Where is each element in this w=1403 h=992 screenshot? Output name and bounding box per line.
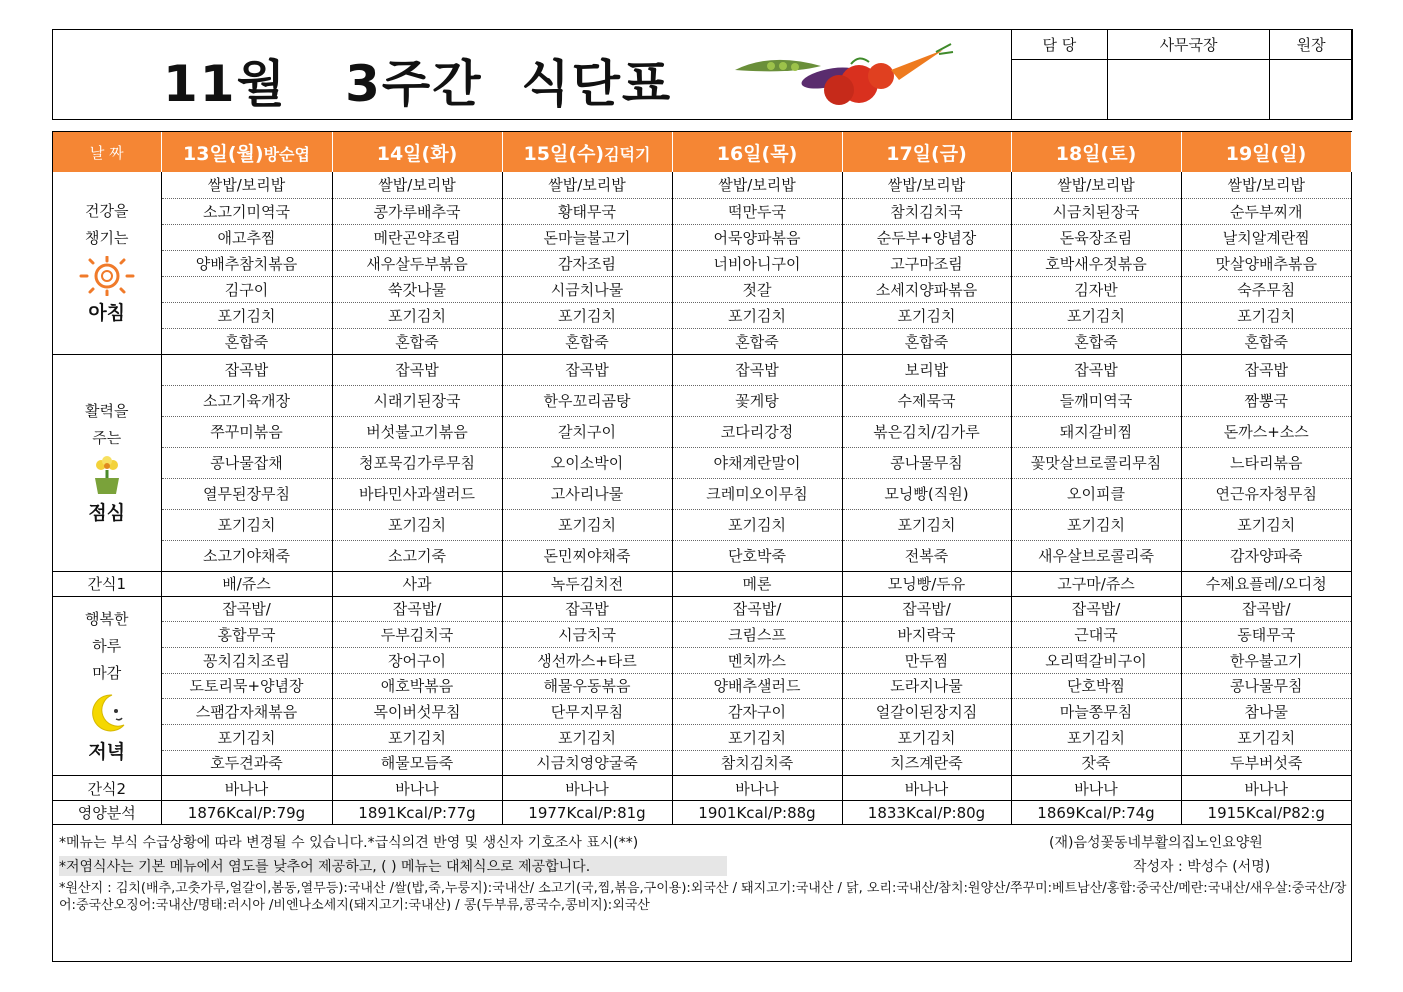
breakfast-row <box>53 302 1351 328</box>
menu-item: 느타리볶음 <box>1181 447 1351 478</box>
menu-item: 바타민사과샐러드 <box>332 478 502 509</box>
note-low-salt: *저염식사는 기본 메뉴에서 염도를 낮추어 제공하고, ( ) 메뉴는 대체식으로 제공합니다. <box>59 856 727 876</box>
nutrition-row <box>53 801 1351 825</box>
menu-box <box>52 131 1352 962</box>
meal-caption: 행복한 <box>85 609 129 628</box>
menu-item: 잡곡밥/ <box>1011 596 1181 622</box>
menu-item: 양배추참치볶음 <box>161 250 332 276</box>
menu-item: 도토리묵+양념장 <box>161 673 332 699</box>
organization-name: (재)음성꽃동네부활의집노인요양원 <box>1049 835 1263 851</box>
menu-item: 혼합죽 <box>161 328 332 354</box>
approval-label-head: 원장 <box>1270 30 1353 60</box>
menu-item: 치즈계란죽 <box>842 750 1011 776</box>
snack1-item: 녹두김치전 <box>502 571 672 596</box>
menu-item: 마늘쫑무침 <box>1011 699 1181 725</box>
menu-item: 청포묵김가루무침 <box>332 447 502 478</box>
menu-item: 쌀밥/보리밥 <box>1181 172 1351 198</box>
menu-item: 순두부+양념장 <box>842 224 1011 250</box>
day-label: 18일(토) <box>1055 142 1137 165</box>
menu-item: 갈치구이 <box>502 416 672 447</box>
snack1-item: 고구마/쥬스 <box>1011 571 1181 596</box>
dinner-row <box>53 699 1351 725</box>
menu-item: 호박새우젓볶음 <box>1011 250 1181 276</box>
dinner-row <box>53 673 1351 699</box>
menu-item: 쌀밥/보리밥 <box>502 172 672 198</box>
menu-item: 꽃맛살브로콜리무침 <box>1011 447 1181 478</box>
day-label: 15일(수) <box>523 142 605 165</box>
menu-item: 포기김치 <box>332 724 502 750</box>
menu-item: 단호박죽 <box>672 540 842 571</box>
vegetables-illustration <box>731 40 955 110</box>
menu-item: 오이소박이 <box>502 447 672 478</box>
dinner-row <box>53 724 1351 750</box>
menu-item: 포기김치 <box>1011 302 1181 328</box>
snack1-item: 모닝빵/두유 <box>842 571 1011 596</box>
menu-item: 전복죽 <box>842 540 1011 571</box>
menu-item: 잡곡밥/ <box>1181 596 1351 622</box>
snack1-item: 수제요플레/오디청 <box>1181 571 1351 596</box>
menu-item: 짬뽕국 <box>1181 385 1351 416</box>
menu-item: 포기김치 <box>1011 509 1181 540</box>
menu-item: 포기김치 <box>672 302 842 328</box>
menu-item: 포기김치 <box>502 724 672 750</box>
menu-item: 잡곡밥/ <box>161 596 332 622</box>
snack2-item: 바나나 <box>332 776 502 801</box>
menu-item: 홍합무국 <box>161 622 332 648</box>
snack2-item: 바나나 <box>1181 776 1351 801</box>
menu-item: 잡곡밥 <box>502 354 672 385</box>
dinner-row <box>53 750 1351 776</box>
meal-caption: 활력을 <box>85 402 129 420</box>
menu-item: 단호박찜 <box>1011 673 1181 699</box>
day-header <box>1181 132 1351 172</box>
menu-item: 버섯불고기볶음 <box>332 416 502 447</box>
menu-item: 콩나물잡채 <box>161 447 332 478</box>
menu-item: 순두부찌개 <box>1181 198 1351 224</box>
menu-item: 고구마조림 <box>842 250 1011 276</box>
page-title: 11월 3주간 식단표 <box>163 55 673 113</box>
menu-item: 야채계란말이 <box>672 447 842 478</box>
menu-item: 두부김치국 <box>332 622 502 648</box>
sun-icon <box>53 256 161 296</box>
moon-icon <box>53 691 161 735</box>
menu-item: 시금치나물 <box>502 276 672 302</box>
menu-item: 혼합죽 <box>1181 328 1351 354</box>
menu-item: 동태무국 <box>1181 622 1351 648</box>
menu-item: 소고기죽 <box>332 540 502 571</box>
breakfast-row <box>53 328 1351 354</box>
menu-item: 애호박볶음 <box>332 673 502 699</box>
menu-item: 근대국 <box>1011 622 1181 648</box>
snack1-label: 간식1 <box>53 571 161 596</box>
lunch-row <box>53 540 1351 571</box>
menu-item: 소세지양파볶음 <box>842 276 1011 302</box>
menu-item: 잡곡밥 <box>502 596 672 622</box>
meal-caption: 하루 <box>92 636 122 655</box>
menu-item: 들깨미역국 <box>1011 385 1181 416</box>
nutrition-item: 1869Kcal/P:74g <box>1011 801 1181 825</box>
dinner-label-cell <box>53 596 161 776</box>
menu-item: 포기김치 <box>842 724 1011 750</box>
menu-item: 포기김치 <box>672 509 842 540</box>
meal-caption: 건강을 <box>85 202 129 221</box>
day-note: 김덕기 <box>604 144 651 164</box>
lunch-row <box>53 416 1351 447</box>
menu-item: 장어구이 <box>332 647 502 673</box>
menu-item: 젓갈 <box>672 276 842 302</box>
menu-item: 포기김치 <box>502 509 672 540</box>
menu-item: 소고기야채죽 <box>161 540 332 571</box>
dinner-row <box>53 647 1351 673</box>
menu-item: 한우불고기 <box>1181 647 1351 673</box>
menu-item: 시래기된장국 <box>332 385 502 416</box>
menu-item: 멘치까스 <box>672 647 842 673</box>
day-label: 19일(일) <box>1225 142 1307 165</box>
menu-item: 해물우동볶음 <box>502 673 672 699</box>
menu-item: 쌀밥/보리밥 <box>842 172 1011 198</box>
day-label: 17일(금) <box>886 142 967 165</box>
snack2-item: 바나나 <box>502 776 672 801</box>
menu-item: 떡만두국 <box>672 198 842 224</box>
menu-item: 만두찜 <box>842 647 1011 673</box>
meal-caption: 챙기는 <box>85 229 129 248</box>
menu-item: 오이피클 <box>1011 478 1181 509</box>
menu-item: 포기김치 <box>842 509 1011 540</box>
menu-item: 메란곤약조림 <box>332 224 502 250</box>
menu-item: 포기김치 <box>502 302 672 328</box>
menu-item: 혼합죽 <box>1011 328 1181 354</box>
menu-item: 시금치영양굴죽 <box>502 750 672 776</box>
menu-item: 포기김치 <box>161 509 332 540</box>
menu-item: 혼합죽 <box>672 328 842 354</box>
menu-item: 연근유자청무침 <box>1181 478 1351 509</box>
approval-table <box>1011 29 1353 120</box>
menu-item: 생선까스+타르 <box>502 647 672 673</box>
menu-item: 포기김치 <box>1011 724 1181 750</box>
menu-item: 보리밥 <box>842 354 1011 385</box>
menu-item: 쌀밥/보리밥 <box>672 172 842 198</box>
menu-item: 포기김치 <box>1181 302 1351 328</box>
approval-label-director: 사무국장 <box>1107 30 1270 60</box>
menu-item: 잡곡밥/ <box>672 596 842 622</box>
day-header <box>842 132 1011 172</box>
menu-item: 모닝빵(직원) <box>842 478 1011 509</box>
menu-item: 참나물 <box>1181 699 1351 725</box>
day-header <box>161 132 332 172</box>
menu-item: 돈육장조림 <box>1011 224 1181 250</box>
meal-name: 저녁 <box>88 740 126 763</box>
menu-item: 스팸감자채볶음 <box>161 699 332 725</box>
menu-item: 혼합죽 <box>842 328 1011 354</box>
snack2-item: 바나나 <box>1011 776 1181 801</box>
menu-item: 감자구이 <box>672 699 842 725</box>
menu-item: 꽃게탕 <box>672 385 842 416</box>
menu-item: 돈까스+소스 <box>1181 416 1351 447</box>
menu-item: 호두견과죽 <box>161 750 332 776</box>
menu-item: 감자조림 <box>502 250 672 276</box>
menu-item: 쭈꾸미볶음 <box>161 416 332 447</box>
menu-item: 맛살양배추볶음 <box>1181 250 1351 276</box>
approval-sign-head[interactable] <box>1270 60 1353 120</box>
menu-item: 김자반 <box>1011 276 1181 302</box>
menu-item: 잡곡밥 <box>161 354 332 385</box>
menu-item: 바지락국 <box>842 622 1011 648</box>
lunch-row <box>53 354 1351 385</box>
menu-item: 새우살두부볶음 <box>332 250 502 276</box>
menu-item: 포기김치 <box>332 302 502 328</box>
menu-item: 김구이 <box>161 276 332 302</box>
snack2-row <box>53 776 1351 801</box>
menu-item: 잡곡밥/ <box>842 596 1011 622</box>
breakfast-row <box>53 276 1351 302</box>
menu-item: 돈민찌야채죽 <box>502 540 672 571</box>
date-label: 날 짜 <box>53 132 161 172</box>
menu-item: 해물모듬죽 <box>332 750 502 776</box>
approval-label-staff: 담 당 <box>1012 30 1108 60</box>
menu-item: 콩나물무침 <box>1181 673 1351 699</box>
menu-item: 잡곡밥/ <box>332 596 502 622</box>
lunch-row <box>53 385 1351 416</box>
menu-item: 크레미오이무침 <box>672 478 842 509</box>
menu-item: 양배추샐러드 <box>672 673 842 699</box>
menu-item: 혼합죽 <box>332 328 502 354</box>
menu-item: 포기김치 <box>842 302 1011 328</box>
day-header <box>502 132 672 172</box>
menu-item: 콩가루배추국 <box>332 198 502 224</box>
approval-sign-director[interactable] <box>1107 60 1270 120</box>
snack2-item: 바나나 <box>672 776 842 801</box>
day-header <box>332 132 502 172</box>
menu-item: 애고추찜 <box>161 224 332 250</box>
snack2-item: 바나나 <box>842 776 1011 801</box>
lunch-row <box>53 509 1351 540</box>
nutrition-item: 1833Kcal/P:80g <box>842 801 1011 825</box>
menu-item: 꽁치김치조림 <box>161 647 332 673</box>
menu-item: 잡곡밥 <box>1011 354 1181 385</box>
menu-item: 쑥갓나물 <box>332 276 502 302</box>
menu-item: 단무지무침 <box>502 699 672 725</box>
snack1-row <box>53 571 1351 596</box>
menu-item: 포기김치 <box>672 724 842 750</box>
menu-item: 새우살브로콜리죽 <box>1011 540 1181 571</box>
menu-item: 숙주무침 <box>1181 276 1351 302</box>
menu-item: 크림스프 <box>672 622 842 648</box>
menu-item: 어묵양파볶음 <box>672 224 842 250</box>
meal-name: 아침 <box>88 302 126 325</box>
menu-item: 포기김치 <box>161 724 332 750</box>
meal-name: 점심 <box>88 502 126 524</box>
menu-item: 잣죽 <box>1011 750 1181 776</box>
menu-item: 포기김치 <box>161 302 332 328</box>
nutrition-item: 1915Kcal/P82:g <box>1181 801 1351 825</box>
origin-info: *원산지 : 김치(배추,고춧가루,얼갈이,봄동,열무등):국내산 /쌀(밥,죽,누룽지):국내산/ 소고기(국,찜,볶음,구이용):외국산 / 돼지고기:국내산 / 닭, 오리:국내산/참치:원양산/쭈꾸미:베트남산/홍합:중국산/메란:국내산/새우살:중국산/장어:중국산오징어:국내산/명태:러시아 /비엔나소세지(돼지고기:국내산) / 콩(두부류,콩국수,콩비지):외국산 <box>59 881 1347 913</box>
day-label: 16일(목) <box>716 142 798 165</box>
menu-item: 너비아니구이 <box>672 250 842 276</box>
dinner-row <box>53 622 1351 648</box>
menu-item: 목이버섯무침 <box>332 699 502 725</box>
nutrition-item: 1876Kcal/P:79g <box>161 801 332 825</box>
menu-item: 날치알계란찜 <box>1181 224 1351 250</box>
menu-item: 쌀밥/보리밥 <box>161 172 332 198</box>
meal-caption: 마감 <box>92 663 122 682</box>
day-note: 방순엽 <box>263 144 310 164</box>
menu-item: 포기김치 <box>1181 509 1351 540</box>
dinner-row <box>53 596 1351 622</box>
menu-item: 돼지갈비찜 <box>1011 416 1181 447</box>
nutrition-item: 1891Kcal/P:77g <box>332 801 502 825</box>
menu-item: 감자양파죽 <box>1181 540 1351 571</box>
menu-item: 포기김치 <box>1181 724 1351 750</box>
lunch-label-cell <box>53 354 161 571</box>
menu-item: 쌀밥/보리밥 <box>332 172 502 198</box>
snack2-label: 간식2 <box>53 776 161 801</box>
snack1-item: 배/쥬스 <box>161 571 332 596</box>
menu-item: 황태무국 <box>502 198 672 224</box>
breakfast-row <box>53 172 1351 198</box>
meal-caption: 주는 <box>92 429 122 447</box>
lunch-row <box>53 447 1351 478</box>
menu-item: 소고기육개장 <box>161 385 332 416</box>
menu-item: 소고기미역국 <box>161 198 332 224</box>
menu-item: 오리떡갈비구이 <box>1011 647 1181 673</box>
approval-sign-staff[interactable] <box>1012 60 1108 120</box>
day-header <box>672 132 842 172</box>
nutrition-item: 1977Kcal/P:81g <box>502 801 672 825</box>
menu-item: 참치김치죽 <box>672 750 842 776</box>
date-header-row <box>53 132 1351 172</box>
menu-item: 잡곡밥 <box>672 354 842 385</box>
menu-item: 시금치국 <box>502 622 672 648</box>
menu-item: 고사리나물 <box>502 478 672 509</box>
snack1-item: 사과 <box>332 571 502 596</box>
day-label: 14일(화) <box>376 142 458 165</box>
snack2-item: 바나나 <box>161 776 332 801</box>
menu-item: 돈마늘불고기 <box>502 224 672 250</box>
menu-table <box>53 132 1352 825</box>
author-line: 작성자 : 박성수 (서명) <box>1133 859 1271 875</box>
menu-item: 쌀밥/보리밥 <box>1011 172 1181 198</box>
menu-item: 혼합죽 <box>502 328 672 354</box>
menu-item: 참치김치국 <box>842 198 1011 224</box>
menu-item: 잡곡밥 <box>332 354 502 385</box>
menu-item: 두부버섯죽 <box>1181 750 1351 776</box>
header-box <box>52 29 1352 120</box>
snack1-item: 메론 <box>672 571 842 596</box>
nutrition-item: 1901Kcal/P:88g <box>672 801 842 825</box>
menu-item: 포기김치 <box>332 509 502 540</box>
menu-item: 시금치된장국 <box>1011 198 1181 224</box>
lunch-row <box>53 478 1351 509</box>
breakfast-row <box>53 250 1351 276</box>
menu-item: 수제묵국 <box>842 385 1011 416</box>
menu-item: 잡곡밥 <box>1181 354 1351 385</box>
breakfast-row <box>53 224 1351 250</box>
day-label: 13일(월) <box>183 142 264 165</box>
menu-item: 도라지나물 <box>842 673 1011 699</box>
breakfast-row <box>53 198 1351 224</box>
flower-pot-icon <box>53 456 161 496</box>
note-menu-change: *메뉴는 부식 수급상황에 따라 변경될 수 있습니다.*급식의견 반영 및 생신자 기호조사 표시(**) <box>59 835 639 851</box>
menu-item: 열무된장무침 <box>161 478 332 509</box>
menu-item: 한우꼬리곰탕 <box>502 385 672 416</box>
menu-item: 코다리강정 <box>672 416 842 447</box>
nutrition-label: 영양분석 <box>53 801 161 825</box>
menu-item: 볶은김치/김가루 <box>842 416 1011 447</box>
day-header <box>1011 132 1181 172</box>
menu-item: 콩나물무침 <box>842 447 1011 478</box>
breakfast-label-cell <box>53 172 161 354</box>
menu-item: 얼갈이된장지짐 <box>842 699 1011 725</box>
